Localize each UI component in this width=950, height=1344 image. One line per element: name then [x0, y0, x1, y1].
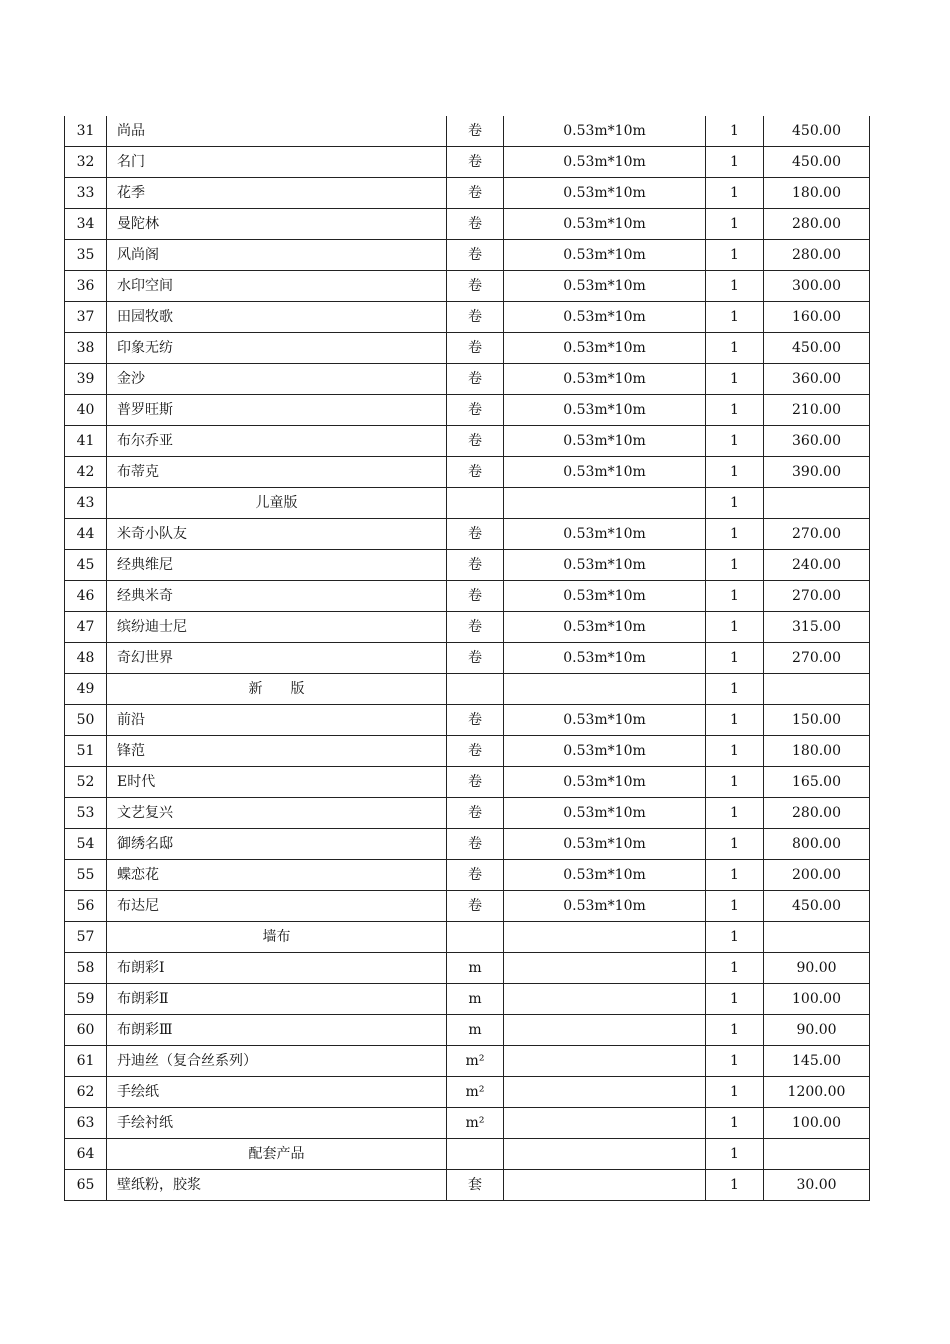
product-name: 布达尼 [107, 891, 447, 922]
unit-price: 200.00 [764, 860, 870, 891]
unit-price: 360.00 [764, 426, 870, 457]
unit-price: 315.00 [764, 612, 870, 643]
unit [447, 488, 504, 519]
product-name: 缤纷迪士尼 [107, 612, 447, 643]
row-number: 54 [65, 829, 107, 860]
unit-price [764, 1139, 870, 1170]
product-name: 田园牧歌 [107, 302, 447, 333]
unit: 卷 [447, 395, 504, 426]
unit: 卷 [447, 147, 504, 178]
table-row [65, 1046, 870, 1077]
unit: 卷 [447, 767, 504, 798]
specification: 0.53m*10m [504, 550, 706, 581]
unit-price: 180.00 [764, 736, 870, 767]
quantity: 1 [706, 178, 764, 209]
table-row [65, 116, 870, 147]
price-table-body [65, 116, 870, 1201]
row-number: 32 [65, 147, 107, 178]
unit: 卷 [447, 643, 504, 674]
unit: m [447, 953, 504, 984]
unit-price: 180.00 [764, 178, 870, 209]
specification [504, 488, 706, 519]
row-number: 47 [65, 612, 107, 643]
unit: 卷 [447, 426, 504, 457]
quantity: 1 [706, 1046, 764, 1077]
product-name: 御绣名邸 [107, 829, 447, 860]
table-row [65, 1108, 870, 1139]
product-name: 布朗彩Ⅱ [107, 984, 447, 1015]
specification: 0.53m*10m [504, 364, 706, 395]
specification: 0.53m*10m [504, 519, 706, 550]
quantity: 1 [706, 767, 764, 798]
specification: 0.53m*10m [504, 240, 706, 271]
quantity: 1 [706, 860, 764, 891]
row-number: 42 [65, 457, 107, 488]
table-row [65, 209, 870, 240]
specification: 0.53m*10m [504, 116, 706, 147]
row-number: 44 [65, 519, 107, 550]
specification [504, 1108, 706, 1139]
quantity: 1 [706, 426, 764, 457]
row-number: 43 [65, 488, 107, 519]
specification: 0.53m*10m [504, 333, 706, 364]
quantity: 1 [706, 736, 764, 767]
table-row [65, 705, 870, 736]
unit: 卷 [447, 519, 504, 550]
quantity: 1 [706, 643, 764, 674]
row-number: 62 [65, 1077, 107, 1108]
specification [504, 1077, 706, 1108]
table-row [65, 736, 870, 767]
table-row [65, 457, 870, 488]
specification [504, 1170, 706, 1201]
unit: 卷 [447, 581, 504, 612]
unit-price [764, 922, 870, 953]
unit-price: 280.00 [764, 798, 870, 829]
quantity: 1 [706, 519, 764, 550]
section-row [65, 922, 870, 953]
quantity: 1 [706, 922, 764, 953]
section-row [65, 488, 870, 519]
section-title: 儿童版 [107, 488, 447, 519]
unit: 卷 [447, 209, 504, 240]
unit: 卷 [447, 364, 504, 395]
unit: 卷 [447, 178, 504, 209]
specification: 0.53m*10m [504, 705, 706, 736]
table-row [65, 984, 870, 1015]
row-number: 48 [65, 643, 107, 674]
product-name: 奇幻世界 [107, 643, 447, 674]
specification [504, 1046, 706, 1077]
unit [447, 674, 504, 705]
unit: m [447, 984, 504, 1015]
table-row [65, 798, 870, 829]
table-row [65, 550, 870, 581]
unit: 卷 [447, 705, 504, 736]
specification: 0.53m*10m [504, 581, 706, 612]
row-number: 59 [65, 984, 107, 1015]
unit-price: 280.00 [764, 209, 870, 240]
row-number: 61 [65, 1046, 107, 1077]
quantity: 1 [706, 984, 764, 1015]
row-number: 40 [65, 395, 107, 426]
specification [504, 1139, 706, 1170]
row-number: 63 [65, 1108, 107, 1139]
quantity: 1 [706, 550, 764, 581]
unit-price: 390.00 [764, 457, 870, 488]
unit-price [764, 488, 870, 519]
row-number: 57 [65, 922, 107, 953]
quantity: 1 [706, 240, 764, 271]
unit: 卷 [447, 116, 504, 147]
product-name: 布蒂克 [107, 457, 447, 488]
quantity: 1 [706, 798, 764, 829]
unit: m² [447, 1077, 504, 1108]
unit-price: 90.00 [764, 953, 870, 984]
quantity: 1 [706, 581, 764, 612]
unit [447, 922, 504, 953]
quantity: 1 [706, 364, 764, 395]
row-number: 31 [65, 116, 107, 147]
unit-price: 145.00 [764, 1046, 870, 1077]
row-number: 46 [65, 581, 107, 612]
unit-price: 160.00 [764, 302, 870, 333]
unit: 套 [447, 1170, 504, 1201]
table-row [65, 1077, 870, 1108]
unit-price: 450.00 [764, 147, 870, 178]
unit: 卷 [447, 333, 504, 364]
table-row [65, 860, 870, 891]
product-name: 尚品 [107, 116, 447, 147]
table-row [65, 240, 870, 271]
section-title: 新 版 [107, 674, 447, 705]
quantity: 1 [706, 209, 764, 240]
unit: 卷 [447, 829, 504, 860]
table-row [65, 1170, 870, 1201]
product-name: 普罗旺斯 [107, 395, 447, 426]
table-row [65, 612, 870, 643]
product-name: 风尚阁 [107, 240, 447, 271]
quantity: 1 [706, 1139, 764, 1170]
product-name: 经典米奇 [107, 581, 447, 612]
table-row [65, 953, 870, 984]
unit-price: 450.00 [764, 333, 870, 364]
specification: 0.53m*10m [504, 798, 706, 829]
unit-price: 300.00 [764, 271, 870, 302]
unit-price: 100.00 [764, 1108, 870, 1139]
unit-price: 240.00 [764, 550, 870, 581]
specification: 0.53m*10m [504, 395, 706, 426]
specification [504, 1015, 706, 1046]
unit-price: 210.00 [764, 395, 870, 426]
table-row [65, 519, 870, 550]
unit-price: 100.00 [764, 984, 870, 1015]
table-row [65, 178, 870, 209]
product-name: 布尔乔亚 [107, 426, 447, 457]
row-number: 64 [65, 1139, 107, 1170]
row-number: 52 [65, 767, 107, 798]
quantity: 1 [706, 457, 764, 488]
quantity: 1 [706, 271, 764, 302]
product-name: 丹迪丝（复合丝系列） [107, 1046, 447, 1077]
unit-price: 280.00 [764, 240, 870, 271]
table-row [65, 426, 870, 457]
section-title: 墙布 [107, 922, 447, 953]
unit-price: 150.00 [764, 705, 870, 736]
quantity: 1 [706, 612, 764, 643]
specification: 0.53m*10m [504, 736, 706, 767]
row-number: 49 [65, 674, 107, 705]
price-table [64, 116, 870, 1201]
product-name: 手绘衬纸 [107, 1108, 447, 1139]
row-number: 33 [65, 178, 107, 209]
unit: 卷 [447, 302, 504, 333]
specification: 0.53m*10m [504, 643, 706, 674]
unit-price: 165.00 [764, 767, 870, 798]
specification: 0.53m*10m [504, 829, 706, 860]
table-row [65, 767, 870, 798]
specification: 0.53m*10m [504, 209, 706, 240]
table-row [65, 395, 870, 426]
specification: 0.53m*10m [504, 426, 706, 457]
product-name: 布朗彩Ⅰ [107, 953, 447, 984]
table-row [65, 1015, 870, 1046]
product-name: 经典维尼 [107, 550, 447, 581]
table-row [65, 302, 870, 333]
product-name: 名门 [107, 147, 447, 178]
quantity: 1 [706, 1077, 764, 1108]
unit-price: 1200.00 [764, 1077, 870, 1108]
product-name: 壁纸粉，胶浆 [107, 1170, 447, 1201]
quantity: 1 [706, 829, 764, 860]
table-row [65, 581, 870, 612]
quantity: 1 [706, 1015, 764, 1046]
unit-price: 360.00 [764, 364, 870, 395]
quantity: 1 [706, 147, 764, 178]
unit-price: 270.00 [764, 581, 870, 612]
row-number: 39 [65, 364, 107, 395]
product-name: 花季 [107, 178, 447, 209]
row-number: 36 [65, 271, 107, 302]
unit: 卷 [447, 612, 504, 643]
unit-price: 270.00 [764, 643, 870, 674]
row-number: 58 [65, 953, 107, 984]
unit: 卷 [447, 240, 504, 271]
row-number: 50 [65, 705, 107, 736]
table-row [65, 891, 870, 922]
product-name: 文艺复兴 [107, 798, 447, 829]
row-number: 38 [65, 333, 107, 364]
product-name: 蝶恋花 [107, 860, 447, 891]
product-name: 曼陀林 [107, 209, 447, 240]
section-title: 配套产品 [107, 1139, 447, 1170]
unit-price: 800.00 [764, 829, 870, 860]
specification: 0.53m*10m [504, 302, 706, 333]
table-row [65, 829, 870, 860]
product-name: E时代 [107, 767, 447, 798]
row-number: 60 [65, 1015, 107, 1046]
quantity: 1 [706, 1170, 764, 1201]
unit [447, 1139, 504, 1170]
unit: m [447, 1015, 504, 1046]
specification: 0.53m*10m [504, 147, 706, 178]
section-row [65, 1139, 870, 1170]
unit-price: 450.00 [764, 116, 870, 147]
product-name: 印象无纺 [107, 333, 447, 364]
row-number: 53 [65, 798, 107, 829]
product-name: 手绘纸 [107, 1077, 447, 1108]
quantity: 1 [706, 953, 764, 984]
quantity: 1 [706, 116, 764, 147]
unit: 卷 [447, 860, 504, 891]
specification: 0.53m*10m [504, 457, 706, 488]
product-name: 水印空间 [107, 271, 447, 302]
product-name: 前沿 [107, 705, 447, 736]
product-name: 布朗彩Ⅲ [107, 1015, 447, 1046]
row-number: 34 [65, 209, 107, 240]
row-number: 41 [65, 426, 107, 457]
quantity: 1 [706, 891, 764, 922]
unit: 卷 [447, 891, 504, 922]
product-name: 金沙 [107, 364, 447, 395]
unit: 卷 [447, 271, 504, 302]
table-row [65, 643, 870, 674]
row-number: 45 [65, 550, 107, 581]
unit-price: 30.00 [764, 1170, 870, 1201]
quantity: 1 [706, 1108, 764, 1139]
unit: m² [447, 1046, 504, 1077]
specification [504, 984, 706, 1015]
table-row [65, 364, 870, 395]
product-name: 米奇小队友 [107, 519, 447, 550]
unit-price: 90.00 [764, 1015, 870, 1046]
unit-price: 270.00 [764, 519, 870, 550]
table-row [65, 271, 870, 302]
specification: 0.53m*10m [504, 178, 706, 209]
specification: 0.53m*10m [504, 891, 706, 922]
quantity: 1 [706, 488, 764, 519]
specification [504, 674, 706, 705]
specification [504, 922, 706, 953]
quantity: 1 [706, 705, 764, 736]
unit: 卷 [447, 457, 504, 488]
row-number: 65 [65, 1170, 107, 1201]
specification: 0.53m*10m [504, 612, 706, 643]
table-row [65, 333, 870, 364]
quantity: 1 [706, 333, 764, 364]
unit: 卷 [447, 736, 504, 767]
row-number: 55 [65, 860, 107, 891]
unit: 卷 [447, 798, 504, 829]
row-number: 51 [65, 736, 107, 767]
specification: 0.53m*10m [504, 767, 706, 798]
quantity: 1 [706, 302, 764, 333]
quantity: 1 [706, 395, 764, 426]
specification: 0.53m*10m [504, 860, 706, 891]
specification: 0.53m*10m [504, 271, 706, 302]
unit-price [764, 674, 870, 705]
unit-price: 450.00 [764, 891, 870, 922]
row-number: 56 [65, 891, 107, 922]
row-number: 35 [65, 240, 107, 271]
table-row [65, 147, 870, 178]
quantity: 1 [706, 674, 764, 705]
unit: 卷 [447, 550, 504, 581]
product-name: 锋范 [107, 736, 447, 767]
section-row [65, 674, 870, 705]
row-number: 37 [65, 302, 107, 333]
unit: m² [447, 1108, 504, 1139]
specification [504, 953, 706, 984]
